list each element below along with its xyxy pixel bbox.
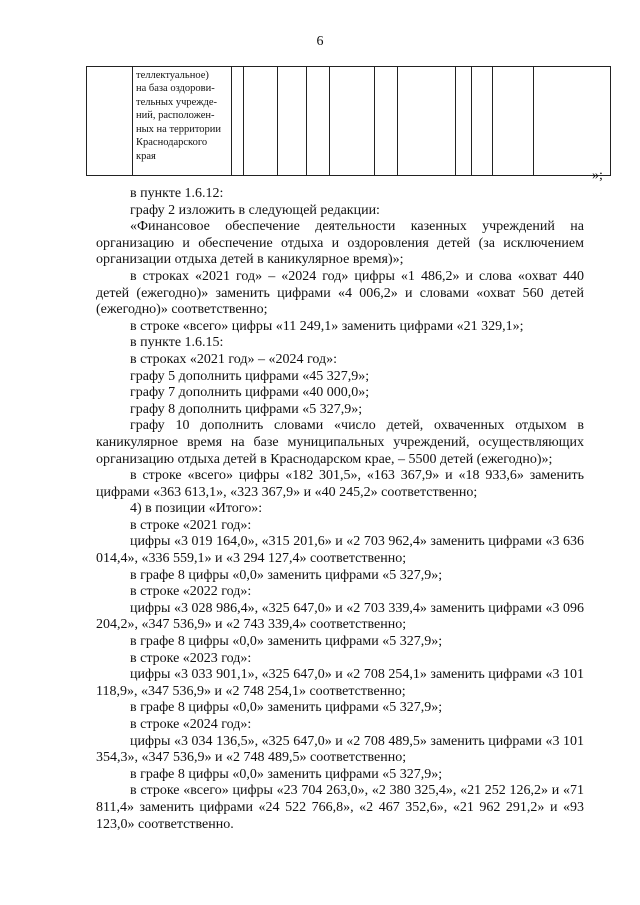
table-cell	[278, 67, 307, 176]
description-line: на база оздорови-	[136, 83, 215, 95]
paragraph: в строке «2021 год»:	[130, 517, 252, 533]
description-line: края	[136, 150, 156, 162]
table-cell	[456, 67, 472, 176]
paragraph: в строках «2021 год» – «2024 год»:	[130, 351, 338, 367]
table-cell	[375, 67, 398, 176]
paragraph: цифры «3 028 986,4», «325 647,0» и «2 703 339,4» заменить цифрами «3 096 204,2», «347 536,9» и «2 743 339,4» соответственно;	[96, 600, 584, 633]
paragraph: в строке «2024 год»:	[130, 717, 252, 732]
description-line: тельных учрежде-	[136, 96, 218, 108]
paragraph: в графе 8 цифры «0,0» заменить цифрами «5 327,9»;	[130, 766, 443, 782]
description-line: теллектуальное)	[136, 70, 209, 81]
paragraph: графу 7 дополнить цифрами «40 000,0»;	[130, 385, 370, 401]
paragraph: графу 5 дополнить цифрами «45 327,9»;	[130, 368, 370, 384]
paragraph: 4) в позиции «Итого»:	[130, 501, 263, 517]
paragraph: в строке «2022 год»:	[130, 584, 252, 600]
paragraph: в строке «всего» цифры «182 301,5», «163 367,9» и «18 933,6» заменить цифрами «363 613,1», «323 367,9» и «40 245,2» соответственно;	[96, 468, 584, 500]
table-cell	[398, 67, 456, 176]
document-body	[96, 186, 584, 833]
table-cell	[330, 67, 375, 176]
description-line: ний, расположен-	[136, 110, 215, 122]
table-row	[87, 67, 611, 176]
table-cell	[493, 67, 534, 176]
paragraph: в пункте 1.6.15:	[130, 335, 224, 351]
description-line: Краснодарского	[136, 137, 208, 149]
paragraph: цифры «3 034 136,5», «325 647,0» и «2 708 489,5» заменить цифрами «3 101 354,3», «347 536,9» и «2 748 489,5» соответственно;	[96, 733, 584, 766]
table-fragment	[86, 66, 611, 176]
paragraph: в строке «всего» цифры «11 249,1» заменить цифрами «21 329,1»;	[130, 318, 524, 334]
table-cell	[472, 67, 493, 176]
closing-quote: »;	[592, 168, 603, 183]
paragraph: в графе 8 цифры «0,0» заменить цифрами «5 327,9»;	[130, 700, 443, 716]
table-cell	[244, 67, 278, 176]
paragraph: в графе 8 цифры «0,0» заменить цифрами «5 327,9»;	[130, 634, 443, 650]
paragraph: в графе 8 цифры «0,0» заменить цифрами «5 327,9»;	[130, 567, 443, 583]
paragraph: «Финансовое обеспечение деятельности казенных учреждений на организацию и обеспечение отдыха и оздоровления детей (за исключением организации отдыха детей в каникулярное время)»;	[96, 219, 584, 268]
description-cell	[133, 67, 232, 176]
paragraph: в пункте 1.6.12:	[130, 186, 224, 201]
paragraph: цифры «3 033 901,1», «325 647,0» и «2 708 254,1» заменить цифрами «3 101 118,9», «347 536,9» и «2 748 254,1» соответственно;	[96, 667, 584, 699]
table-cell	[232, 67, 244, 176]
page-number: 6	[316, 34, 324, 49]
table-cell	[307, 67, 330, 176]
paragraph: в строках «2021 год» – «2024 год» цифры «1 486,2» и слова «охват 440 детей (ежегодно)» заменить цифрами «4 006,2» и словами «охват 560 детей (ежегодно)» соответственно;	[96, 268, 584, 318]
paragraph: графу 8 дополнить цифрами «5 327,9»;	[130, 401, 363, 417]
paragraph: графу 10 дополнить словами «число детей, охваченных отдыхом в каникулярное время на базе муниципальных учреждений, осуществляющих организацию отдыха детей в Краснодарском крае, – 5500 детей (ежегодно)»;	[96, 418, 584, 467]
paragraph: в строке «2023 год»:	[130, 650, 252, 666]
table-cell	[534, 67, 611, 176]
paragraph: цифры «3 019 164,0», «315 201,6» и «2 703 962,4» заменить цифрами «3 636 014,4», «336 559,1» и «3 294 127,4» соответственно;	[96, 534, 584, 567]
paragraph: графу 2 изложить в следующей редакции:	[130, 202, 380, 218]
paragraph: в строке «всего» цифры «23 704 263,0», «2 380 325,4», «21 252 126,2» и «71 811,4» заменить цифрами «24 522 766,8», «2 467 352,6», «21 962 291,2» и «93 123,0» соответственно.	[96, 783, 584, 832]
table-cell	[87, 67, 133, 176]
description-line: ных на территории	[136, 123, 222, 135]
